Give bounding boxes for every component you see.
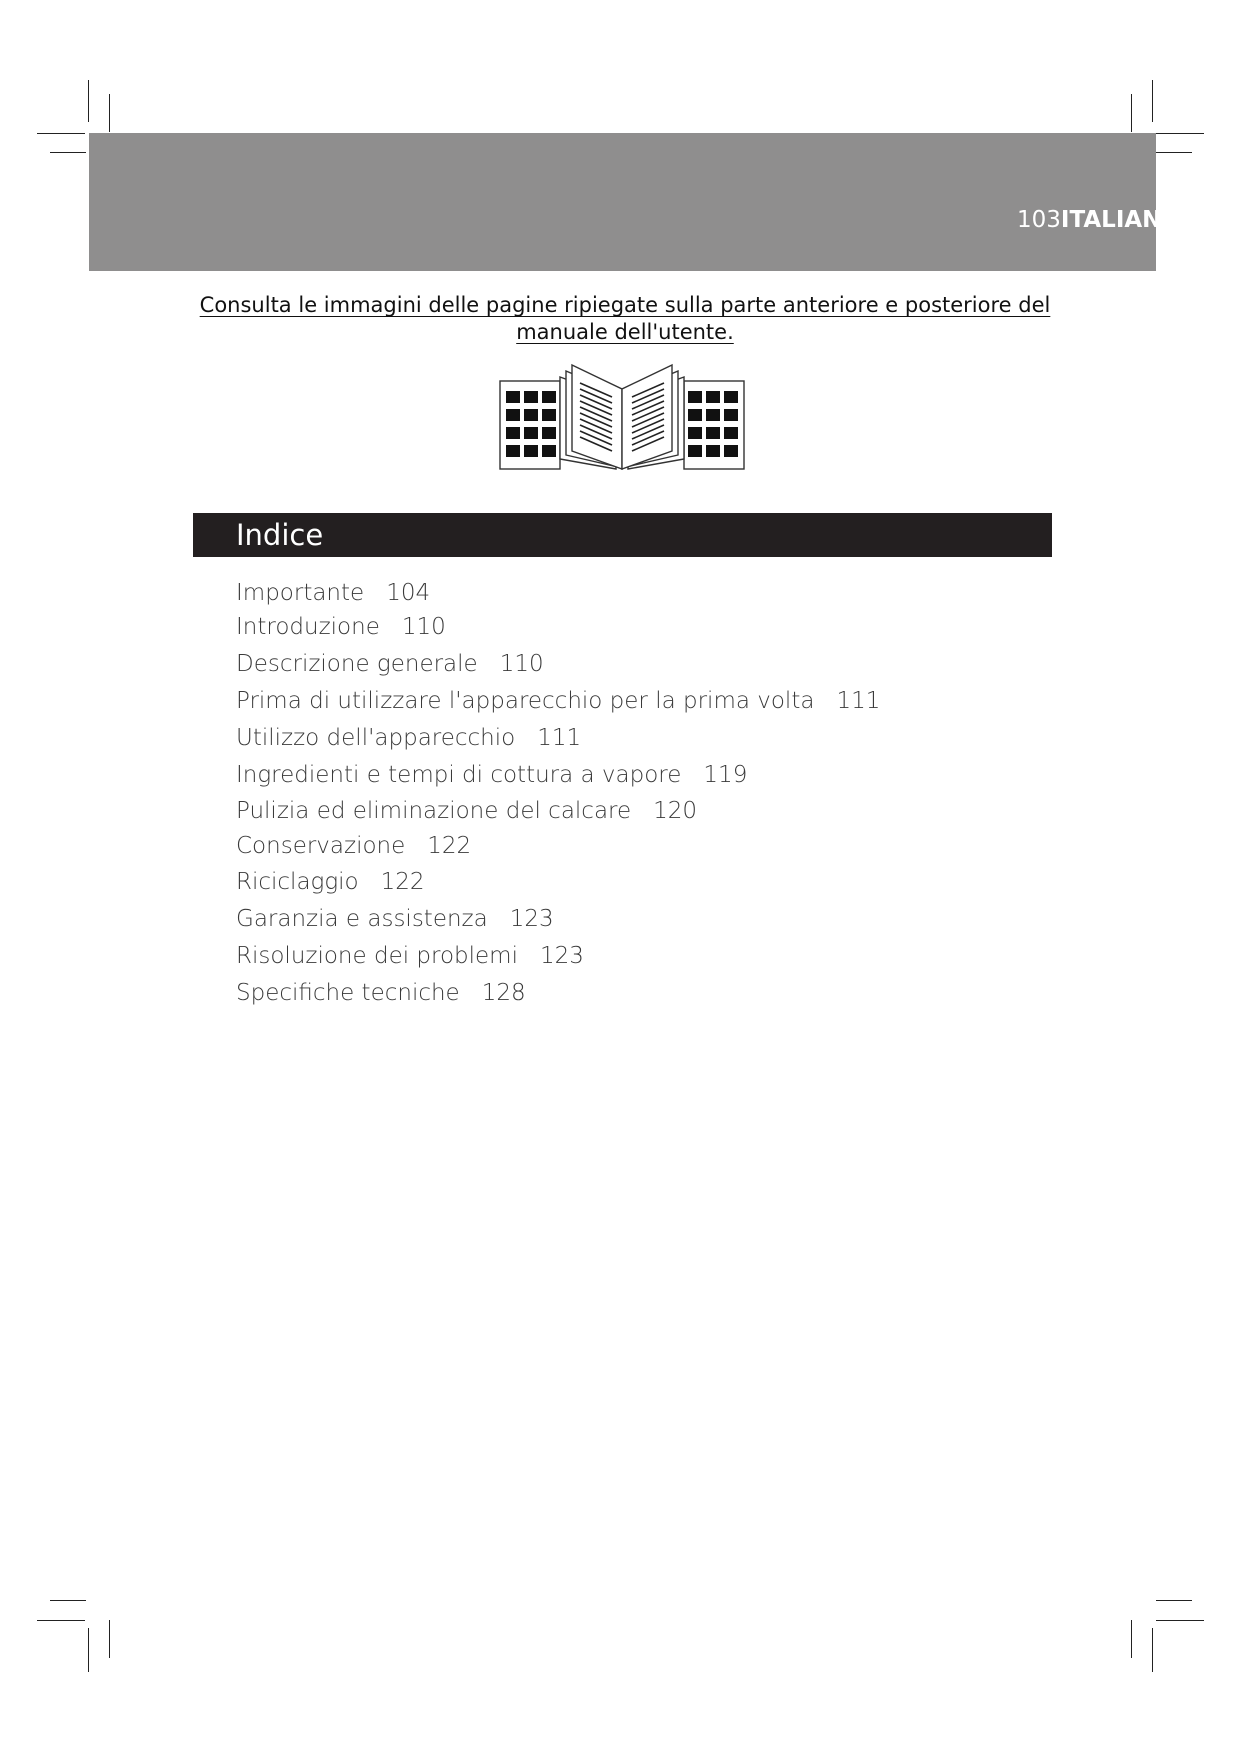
toc-entry[interactable] [236,831,471,861]
toc-entry[interactable] [236,941,584,971]
toc-entry-label: Introduzione [236,614,380,640]
crop-mark [109,94,110,132]
toc-entry-label: Pulizia ed eliminazione del calcare [236,798,632,824]
language-label: ITALIANO [1060,207,1181,233]
toc-entry[interactable] [236,796,697,826]
toc-entry-label: Utilizzo dell'apparecchio [236,725,516,751]
toc-entry-label: Riciclaggio [236,869,359,895]
toc-header-bar [193,513,1052,557]
toc-entry-label: Garanzia e assistenza [236,906,488,932]
foldout-notice-text: Consulta le immagini delle pagine ripiegate sulla parte anteriore e posteriore del manuale dell'utente. [199,293,1051,344]
toc-entry-label: Descrizione generale [236,651,478,677]
header-label [1017,207,1181,233]
crop-mark [50,152,86,153]
crop-mark [50,1600,86,1601]
header-band [89,133,1181,271]
toc-entry-label: Conservazione [236,833,406,859]
crop-mark [88,1628,89,1672]
crop-mark [1156,1620,1204,1621]
toc-entry-page: 104 [386,580,431,606]
toc-entry-page: 119 [703,762,748,788]
toc-entry-label: Importante [236,580,365,606]
toc-entry-page: 123 [539,943,584,969]
toc-entry-page: 110 [401,614,446,640]
crop-mark [1131,1620,1132,1658]
crop-mark [37,133,85,134]
toc-entry-label: Specifiche tecniche [236,980,460,1006]
crop-mark [1131,94,1132,132]
toc-entry-page: 120 [653,798,698,824]
toc-entry-label: Prima di utilizzare l'apparecchio per la prima volta [236,688,815,714]
toc-entry-page: 128 [481,980,526,1006]
page-number: 103 [1017,207,1061,233]
crop-mark [1152,1628,1153,1672]
crop-mark [37,1620,85,1621]
toc-entry[interactable] [236,760,747,790]
crop-mark [1152,80,1153,122]
toc-entry-page: 111 [537,725,582,751]
toc-entry-label: Ingredienti e tempi di cottura a vapore [236,762,682,788]
toc-entry-label: Risoluzione dei problemi [236,943,518,969]
toc-entry[interactable] [236,578,430,608]
crop-mark [1156,133,1204,134]
toc-entry-page: 122 [427,833,472,859]
toc-entry[interactable] [236,686,880,716]
toc-title: Indice [236,518,324,552]
foldout-pages-icon [498,363,746,475]
toc-entry[interactable] [236,649,544,679]
crop-mark [1156,1600,1192,1601]
toc-entry-page: 123 [509,906,554,932]
crop-mark [88,80,89,122]
crop-mark [109,1620,110,1658]
toc-entry[interactable] [236,904,554,934]
toc-entry-page: 110 [499,651,544,677]
toc-entry[interactable] [236,867,425,897]
toc-entry[interactable] [236,723,581,753]
toc-entry[interactable] [236,612,446,642]
foldout-notice [190,292,1060,346]
toc-entry[interactable] [236,978,526,1008]
toc-entry-page: 111 [836,688,881,714]
toc-entry-page: 122 [380,869,425,895]
crop-mark [1156,152,1192,153]
